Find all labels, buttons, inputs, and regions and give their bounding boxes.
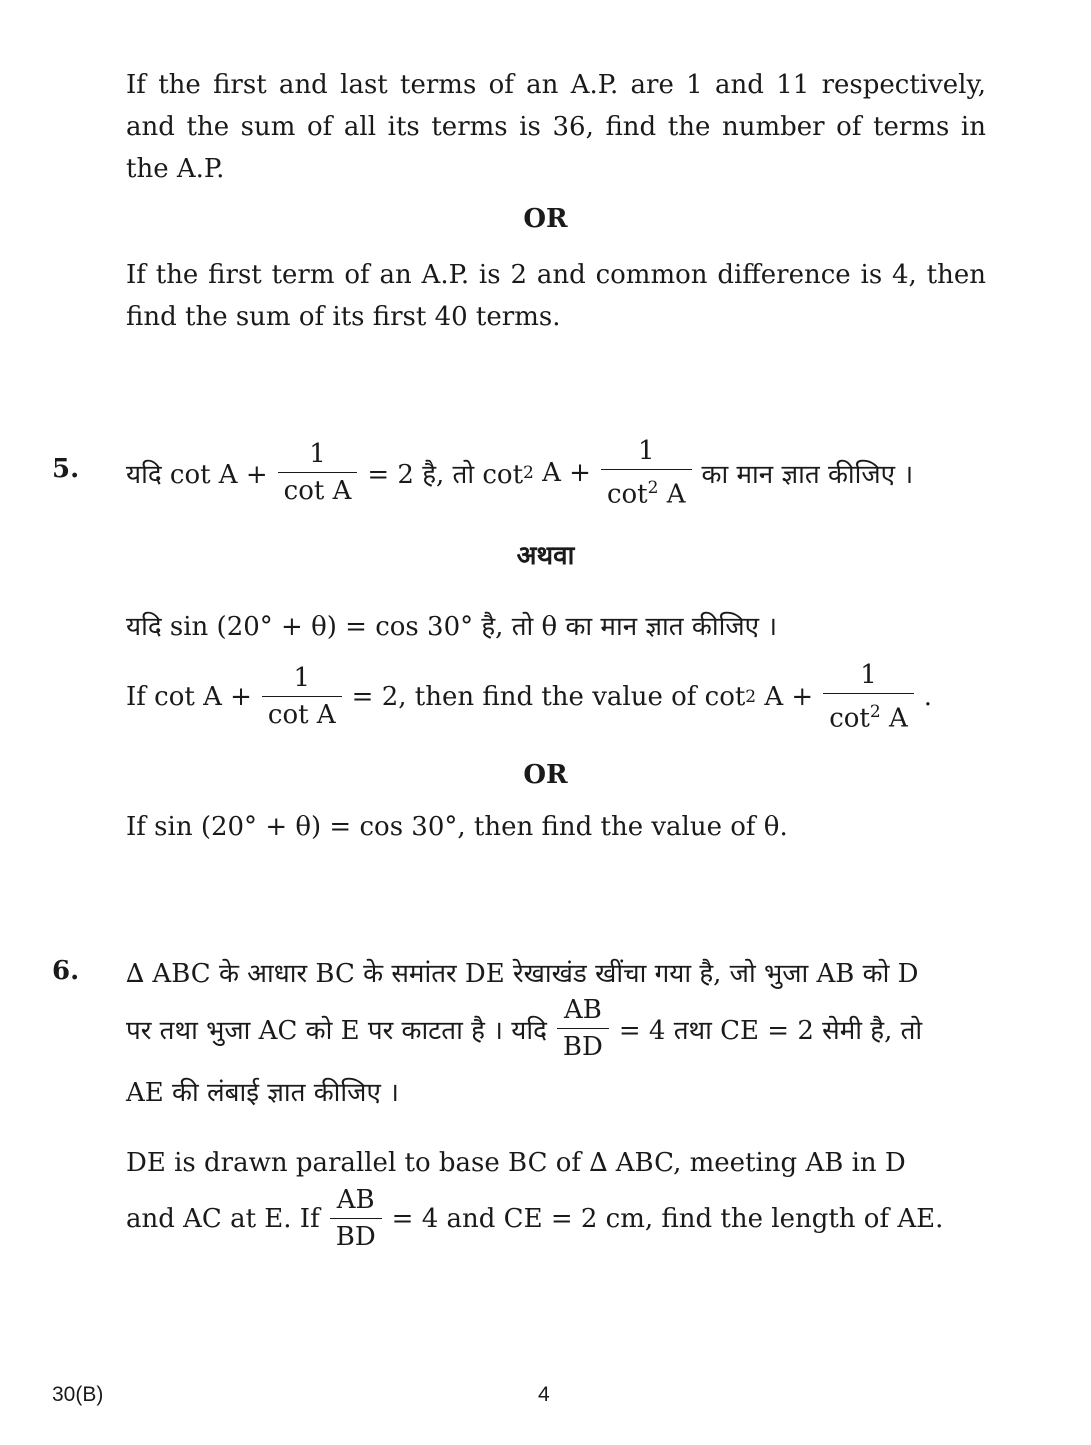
q4-main-text: If the first and last terms of an A.P. are 1 and 11 respectively, and the sum of all its terms is 36, find the number of terms in the A.P. — [126, 70, 986, 184]
q5-english-question: If cot A + $\frac{1}{\text{cot A}}$ = 2, then find the value of cot 2 A + $\frac{1}{\cot^2 A}$ . — [126, 660, 933, 734]
q4-or-label: OR — [523, 204, 568, 234]
q5-hi-mid: = 2 है, तो cot — [367, 459, 524, 490]
page-number: 4 — [538, 1383, 550, 1406]
q6-number: 6. — [52, 956, 80, 986]
q5-hi-post: का मान ज्ञात कीजिए । — [701, 459, 914, 490]
q5-sq: 2 — [523, 462, 534, 483]
q5-fraction-2 — [601, 436, 692, 510]
q6-english-line2: and AC at E. If $\frac{AB}{BD}$ = 4 and CE = 2 cm, find the length of AE. — [126, 1185, 944, 1252]
q6-english-line1: DE is drawn parallel to base BC of ∆ ABC, meeting AB in D — [126, 1148, 906, 1178]
q6-fraction-en: $\frac{AB}{BD}$ — [330, 1185, 382, 1252]
q5-hi-mid2: A + — [542, 457, 591, 488]
q5-frac2-den: $\cot^2 A$ — [601, 469, 692, 510]
paper-code: 30(B) — [52, 1383, 104, 1406]
q5-en-post: . — [923, 681, 933, 712]
q5-en-fraction-2: $\frac{1}{\cot^2 A}$ — [823, 660, 914, 734]
q5-en-mid2: A + — [764, 681, 814, 712]
q6-hindi-line3: AE की लंबाई ज्ञात कीजिए । — [126, 1078, 399, 1108]
q5-hindi-alt: यदि sin (20° + θ) = cos 30° है, तो θ का मान ज्ञात कीजिए । — [126, 612, 778, 642]
q5-frac1-num: 1 — [309, 439, 326, 470]
q5-hindi-question — [126, 436, 913, 510]
q6-fraction-hi: $\frac{AB}{BD}$ — [557, 995, 609, 1062]
q5-english-alt: If sin (20° + θ) = cos 30°, then find the value of θ. — [126, 812, 788, 842]
q5-athva-label: अथवा — [516, 541, 575, 571]
q5-en-mid: = 2, then find the value of cot — [351, 681, 746, 712]
q4-alt-text: If the first term of an A.P. is 2 and common difference is 4, then find the sum of its first 40 terms. — [126, 260, 986, 332]
q5-number: 5. — [52, 454, 80, 484]
q6-hindi-line1: ∆ ABC के आधार BC के समांतर DE रेखाखंड खींचा गया है, जो भुजा AB को D — [126, 959, 919, 989]
q5-en-pre: If cot A + — [126, 681, 252, 712]
q5-hi-pre: यदि cot A + — [126, 459, 268, 490]
q6-hindi-line2: पर तथा भुजा AC को E पर काटता है । यदि $\frac{AB}{BD}$ = 4 तथा CE = 2 सेमी है, तो — [126, 995, 923, 1062]
q5-frac2-num: 1 — [637, 436, 655, 466]
q5-frac1-den: cot A — [278, 472, 358, 506]
q5-en-fraction-1: $\frac{1}{\text{cot A}}$ — [262, 663, 342, 730]
q5-or-label: OR — [523, 760, 568, 790]
q5-fraction-1 — [278, 439, 358, 506]
